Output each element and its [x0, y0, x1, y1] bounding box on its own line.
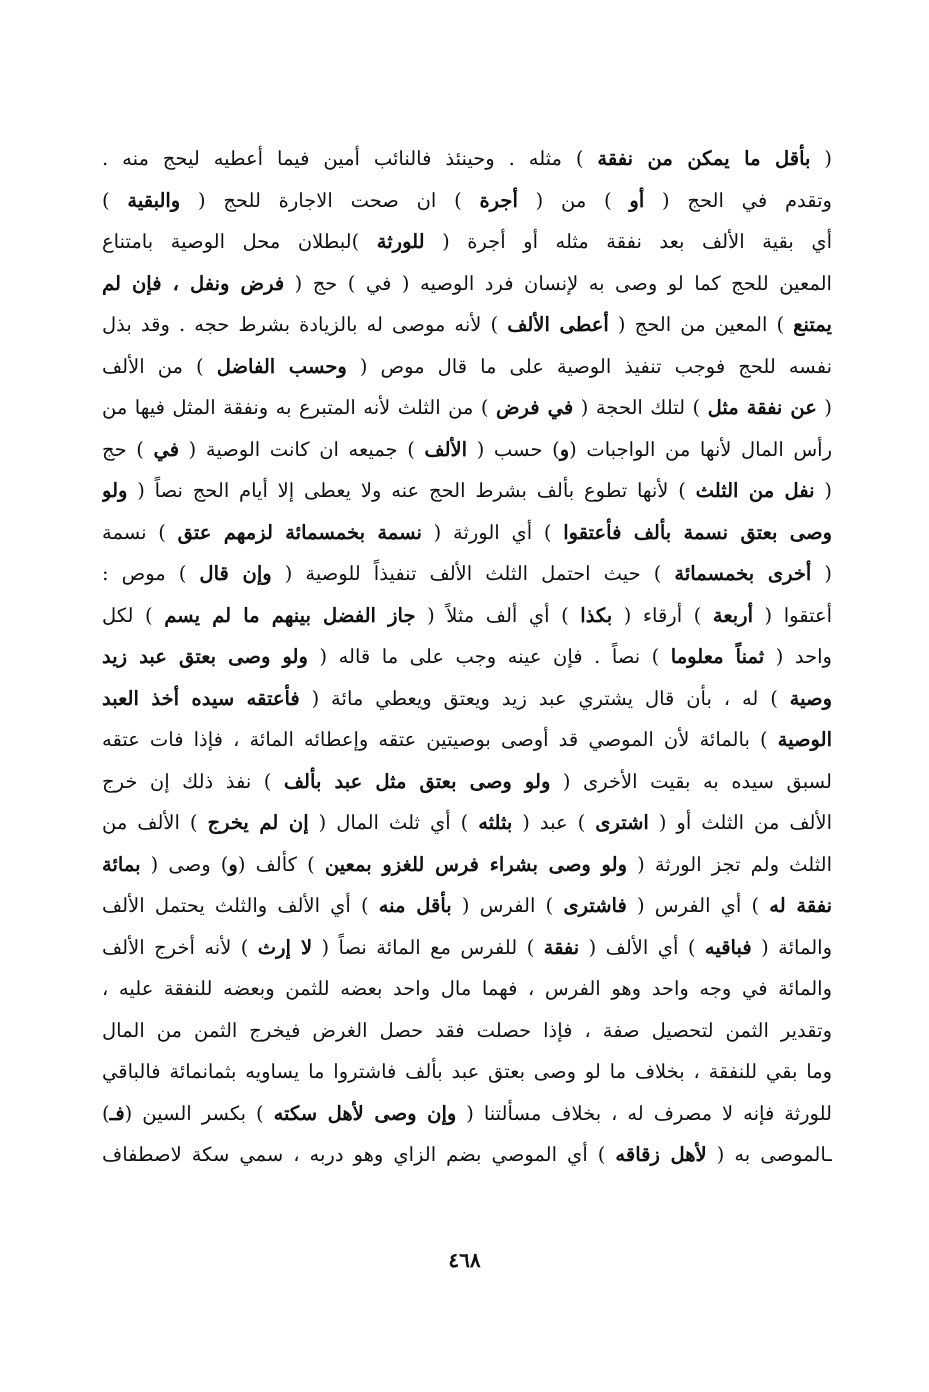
bold-matn-text: لا إرث	[257, 935, 313, 959]
commentary-text: لسبق سيده به بقيت الأخرى (	[550, 769, 832, 793]
commentary-text: )	[102, 1101, 110, 1125]
bold-matn-text: نسمة بخمسمائة لزمهم عتق	[177, 520, 422, 544]
bold-matn-text: في	[153, 437, 180, 461]
bold-matn-text: اشترى	[595, 811, 649, 834]
text-line	[102, 138, 832, 180]
commentary-text: والمائة في وجه واحد وهو الفرس ، فهما مال واحد بعضه للثمن وبعضه للنفقة عليه ،	[102, 977, 832, 1000]
bold-matn-text: بثلثه	[478, 811, 513, 834]
commentary-text: (	[814, 479, 832, 502]
commentary-text: ) نصاً . فإن عينه وجب على ما قاله (	[307, 645, 671, 668]
commentary-text: ) لأنها تطوع بألف بشرط الحج عنه ولا يعطى إلا أيام الحج نصاً (	[127, 479, 696, 502]
bold-matn-text: فـ	[109, 1101, 125, 1125]
text-line	[102, 429, 832, 471]
commentary-text: ) الفرس (	[451, 894, 564, 917]
commentary-text: ) أي الألف (	[579, 935, 705, 959]
bold-matn-text: وإن قال	[199, 562, 272, 585]
commentary-text: ) أي الفرس (	[626, 894, 770, 917]
commentary-text: واحد (	[764, 645, 832, 668]
commentary-text: ) بالمائة لأن الموصي قد أوصى بوصيتين عتقه وإعطائه المائة ، فإذا فات عتقه	[102, 728, 778, 751]
commentary-text: رأس المال لأنها من الواجبات (	[569, 437, 832, 461]
text-line	[102, 470, 832, 512]
text-line	[102, 346, 832, 388]
commentary-text: ـالموصى به (	[706, 1143, 832, 1166]
bold-matn-text: الوصية	[777, 728, 832, 751]
commentary-text: وتقدم في الحج (	[644, 188, 832, 212]
commentary-text: ) من (	[517, 188, 630, 212]
bold-matn-text: بأقل منه	[378, 894, 452, 917]
commentary-text: ) أي الألف والثلث يحتمل الألف	[102, 894, 379, 917]
text-line	[102, 387, 832, 429]
commentary-text: ) من الثلث لأنه المتبرع به ونفقة المثل فيها من	[102, 396, 496, 419]
commentary-text: ) عبد (	[512, 811, 596, 834]
bold-matn-text: بأقل ما يمكن من نفقة	[597, 147, 811, 170]
commentary-text: ) من الألف	[102, 354, 217, 378]
commentary-text: ) لتلك الحجة (	[573, 396, 708, 419]
bold-matn-text: ولو وصى بعتق مثل عبد بألف	[283, 769, 551, 793]
text-line	[102, 1010, 832, 1052]
bold-matn-text: ولو	[102, 479, 128, 502]
text-line	[102, 180, 832, 222]
page-body-text	[102, 138, 832, 1176]
text-line	[102, 968, 832, 1010]
bold-matn-text: و	[228, 852, 238, 876]
bold-matn-text: وصية	[789, 686, 832, 710]
commentary-text: ) حيث احتمل الثلث الألف تنفيذاً للوصية (	[271, 562, 675, 585]
bold-matn-text: الألف	[424, 437, 468, 461]
commentary-text: أي بقية الألف بعد نفقة مثله أو أجرة (	[424, 230, 832, 253]
bold-matn-text: عن نفقة مثل	[707, 396, 817, 419]
commentary-text: المعين للحج كما لو وصى به لإنسان فرد الوصيه ( في ) حج (	[284, 271, 832, 295]
text-line	[102, 844, 832, 886]
bold-matn-text: يمتنع	[793, 313, 832, 336]
bold-matn-text: إن لم يخرج	[207, 811, 309, 834]
commentary-text: ) ان صحت الاجارة للحج (	[180, 188, 480, 212]
bold-matn-text: نفقة	[543, 935, 580, 959]
commentary-text: الألف من الثلث أو (	[648, 811, 832, 834]
bold-matn-text: وحسب الفاضل	[216, 354, 347, 378]
commentary-text: والمائة (	[751, 935, 832, 959]
commentary-text: ) المعين من الحج (	[608, 313, 794, 336]
bold-matn-text: للورثة	[376, 230, 425, 253]
bold-matn-text: ولو وصى بشراء فرس للغزو بمعين	[324, 852, 627, 876]
page-number: ٤٦٨	[448, 1248, 481, 1272]
commentary-text: وتقدير الثمن لتحصيل صفة ، فإذا حصلت فقد حصل الغرض فيخرج الثمن من المال	[102, 1018, 832, 1042]
bold-matn-text: أخرى بخمسمائة	[674, 562, 812, 585]
commentary-text: ) أي ألف مثلاً (	[415, 603, 581, 627]
text-line	[102, 678, 832, 720]
bold-matn-text: والبقية	[127, 188, 181, 212]
bold-matn-text: وإن وصى لأهل سكته	[273, 1101, 457, 1125]
commentary-text: ) وصى (	[140, 852, 229, 876]
text-line	[102, 595, 832, 637]
text-line	[102, 761, 832, 803]
commentary-text: ) أي الموصي بضم الزاي وهو دربه ، سمي سكة لاصطفاف	[102, 1143, 616, 1166]
commentary-text: وما بقي للنفقة ، بخلاف ما لو وصى بعتق عبد بألف فاشتروا ما يساويه بثمانمائة فالباقي	[102, 1060, 832, 1083]
commentary-text: ) لأنه أخرج الألف	[102, 935, 258, 959]
commentary-text: ) كألف (	[237, 852, 325, 876]
text-line	[102, 1051, 832, 1093]
bold-matn-text: و	[559, 437, 570, 461]
commentary-text: ) نفذ ذلك إن خرج	[102, 769, 284, 793]
bold-matn-text: فأعتقه سيده أخذ العبد	[102, 686, 300, 710]
commentary-text: (	[810, 147, 832, 170]
bold-matn-text: أجرة	[479, 188, 518, 212]
commentary-text: ) أرقاء (	[612, 603, 713, 627]
commentary-text: ) أي الورثة (	[421, 520, 564, 544]
commentary-text: ) له ، بأن قال يشتري عبد زيد ويعتق ويعطي مائة (	[299, 686, 790, 710]
bold-matn-text: بمائة	[102, 852, 141, 876]
commentary-text: أعتقوا (	[752, 603, 832, 627]
commentary-text: ) نسمة	[102, 520, 178, 544]
bold-matn-text: ولو وصى بعتق عبد زيد	[102, 645, 308, 668]
bold-matn-text: ثمناً معلوما	[670, 645, 765, 668]
bold-matn-text: فباقيه	[704, 935, 752, 959]
text-line	[102, 263, 832, 305]
bold-matn-text: أربعة	[712, 603, 753, 627]
text-line	[102, 1093, 832, 1135]
bold-matn-text: أو	[629, 188, 645, 212]
bold-matn-text: نفل من الثلث	[695, 479, 815, 502]
commentary-text: (	[816, 396, 832, 419]
commentary-text: ) للفرس مع المائة نصاً (	[312, 935, 544, 959]
commentary-text: )	[102, 188, 128, 212]
text-line	[102, 304, 832, 346]
bold-matn-text: نفقة له	[769, 894, 832, 917]
bold-matn-text: فاشترى	[563, 894, 627, 917]
commentary-text: ) جميعه ان كانت الوصية (	[179, 437, 425, 461]
text-line	[102, 927, 832, 969]
commentary-text: ) حج	[102, 437, 154, 461]
commentary-text: ) بكسر السين (	[124, 1101, 274, 1125]
text-line	[102, 719, 832, 761]
commentary-text: ) مثله . وحينئذ فالنائب أمين فيما أعطيه ليحج منه .	[102, 147, 598, 170]
bold-matn-text: لأهل زقاقه	[615, 1143, 707, 1166]
commentary-text: ) لأنه موصى له بالزيادة بشرط حجه . وقد بذل	[102, 313, 508, 336]
text-line	[102, 512, 832, 554]
bold-matn-text: بكذا	[580, 603, 613, 627]
commentary-text: (	[811, 562, 832, 585]
commentary-text: )لبطلان محل الوصية بامتناع	[102, 230, 377, 253]
bold-matn-text: فرض ونفل ، فإن لم	[102, 271, 285, 295]
commentary-text: نفسه للحج فوجب تنفيذ الوصية على ما قال موص (	[346, 354, 832, 378]
commentary-text: ) حسب (	[467, 437, 560, 461]
commentary-text: ) لكل	[102, 603, 165, 627]
text-line	[102, 221, 832, 263]
bold-matn-text: أعطى الألف	[507, 313, 609, 336]
commentary-text: ) أي ثلث المال (	[308, 811, 479, 834]
text-line	[102, 553, 832, 595]
bold-matn-text: في فرض	[495, 396, 574, 419]
text-line	[102, 802, 832, 844]
commentary-text: ) الألف من	[102, 811, 208, 834]
commentary-text: للورثة فإنه لا مصرف له ، بخلاف مسألتنا (	[456, 1101, 832, 1125]
bold-matn-text: وصى بعتق نسمة بألف فأعتقوا	[563, 520, 832, 544]
commentary-text: الثلث ولم تجز الورثة (	[627, 852, 832, 876]
commentary-text: ) موص :	[102, 562, 200, 585]
text-line	[102, 885, 832, 927]
text-line	[102, 1134, 832, 1176]
bold-matn-text: جاز الفضل بينهم ما لم يسم	[164, 603, 416, 627]
text-line	[102, 636, 832, 678]
